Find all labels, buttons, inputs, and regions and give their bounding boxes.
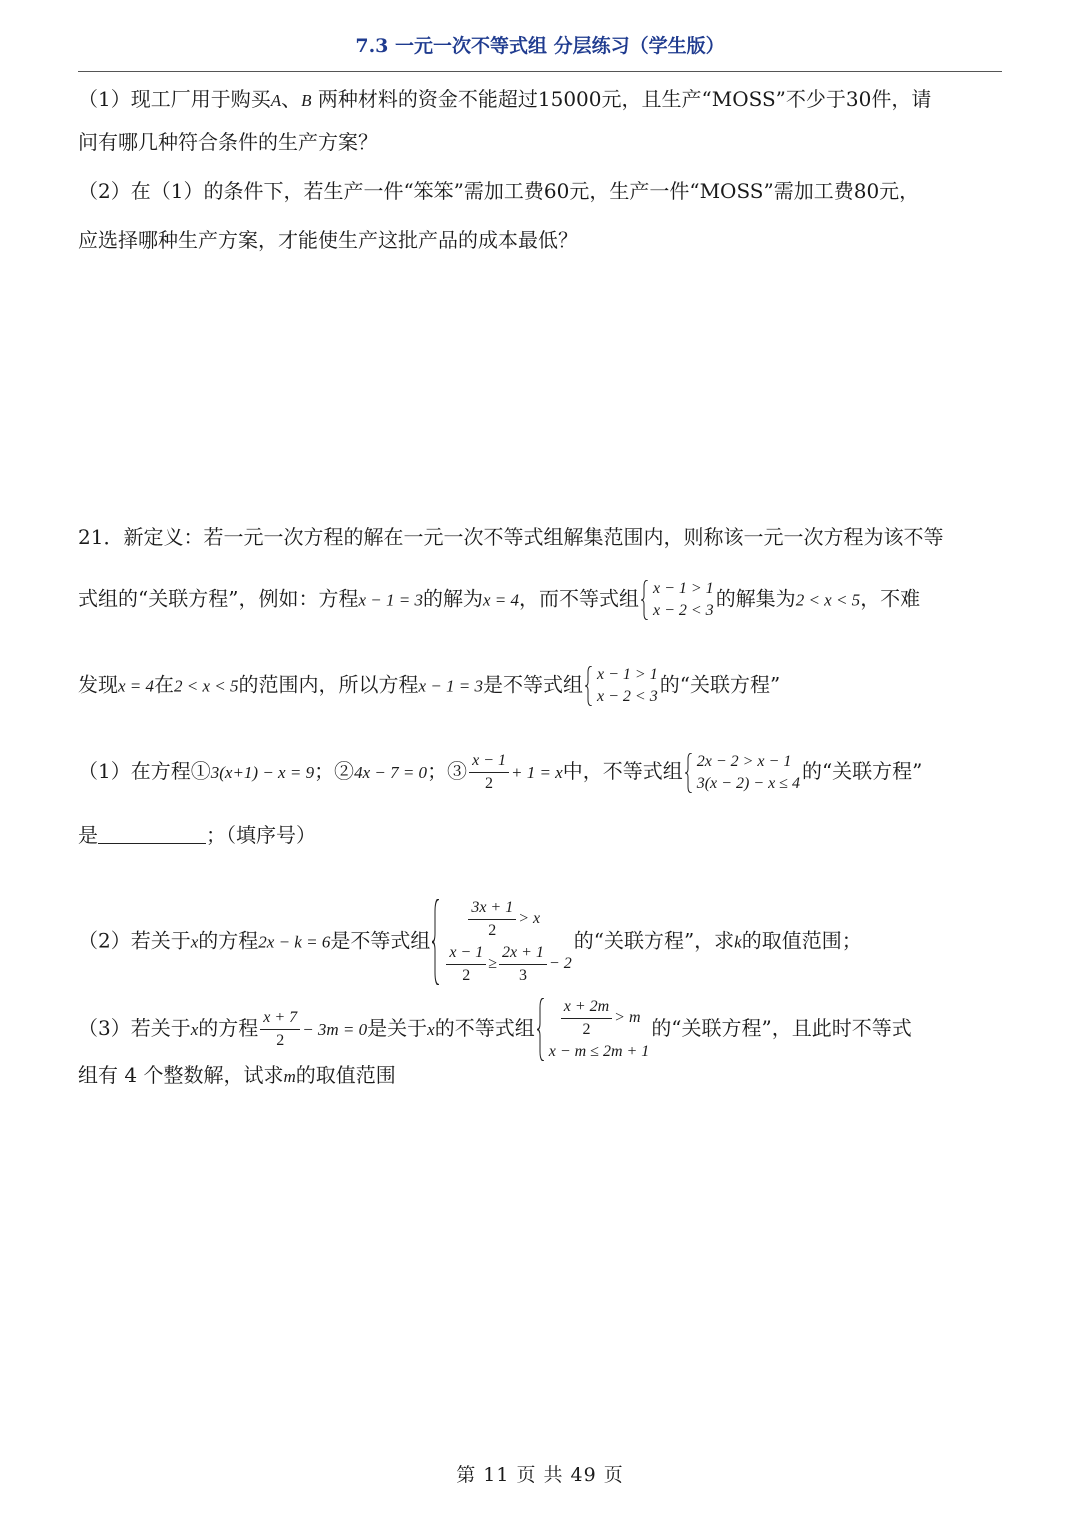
math-equation: 2x − k = 6 [258,932,331,952]
math-range: 2 < x < 5 [795,590,861,610]
q21-part3-line1 [78,996,1004,1063]
text: 是不等式组 [330,928,431,953]
page-title: 7.3 一元一次不等式组 分层练习（学生版） [355,35,725,57]
math-equation: 3(x+1) − x = 9 [210,763,315,782]
page-number: 第 11 页 共 49 页 [456,1464,624,1486]
fraction-numerator: 2x + 1 [499,942,547,965]
answer-blank[interactable] [98,823,206,844]
math-equation: − 3m = 0 [302,1020,368,1039]
text: ；（填序号） [206,823,316,847]
brace-icon [432,899,440,985]
text: 在 [154,672,175,697]
q20-part2-line1: （2）在（1）的条件下，若生产一件“笨笨”需加工费60元，生产一件“MOSS”需加工费80元， [78,179,920,203]
inequality-system [585,664,658,708]
text: （3）若关于 [78,1016,191,1040]
fraction [469,750,509,795]
system-row: 2x − 2 > x − 1 [696,752,792,770]
text: 两种材料的资金不能超过15000元，且生产“MOSS”不少于30件，请 [311,87,932,111]
q21-intro-line1: 21．新定义：若一元一次方程的解在一元一次不等式组解集范围内，则称该一元一次方程为该不等 [78,525,944,549]
math-text: > m [614,1009,641,1027]
text: 是 [78,823,98,847]
math-text: ≥ [488,955,498,973]
system-row [549,996,650,1041]
inequality-system [432,897,571,987]
q21-part3-line2 [78,1060,1004,1092]
system-row: x − 2 < 3 [597,688,658,705]
q21-part2-line [78,897,1004,987]
var-x: x [427,1020,435,1039]
fraction-denominator: 2 [485,775,494,792]
text: 式组的“关联方程”，例如：方程 [78,586,359,611]
text: 的取值范围； [741,928,862,953]
fraction-denominator: 2 [488,922,497,939]
math-text: − 2 [548,955,572,973]
var-a: A [270,91,282,110]
q21-intro-line3 [78,664,1004,708]
q21-part1-line2 [78,820,1004,850]
fraction-numerator: x + 2m [561,996,612,1019]
var-x: x [190,932,199,952]
text: 发现 [78,672,118,697]
text: （2）若关于 [78,928,191,953]
text: ；③ [427,759,468,783]
math-equation: x − 1 = 3 [418,676,484,696]
text: （1）在方程① [78,759,211,783]
inequality-system [537,996,650,1063]
math-solution: x = 4 [482,590,519,610]
q20-part1-line2: 问有哪几种符合条件的生产方案？ [78,130,378,154]
q21-intro-line2 [78,578,1004,622]
fraction [499,942,547,987]
fraction-numerator: x − 1 [446,942,486,965]
fraction-denominator: 2 [462,967,471,984]
text: 中，不等式组 [562,759,683,783]
system-row: x − m ≤ 2m + 1 [548,1043,650,1060]
system-row: x − 2 < 3 [652,602,714,619]
text: 的“关联方程”，求 [573,928,735,953]
fraction-denominator: 2 [582,1021,591,1038]
fraction-numerator: x − 1 [469,750,509,773]
system-row: 3(x − 2) − x ≤ 4 [696,774,800,792]
text: 的解为 [422,586,483,611]
var-m: m [283,1067,296,1086]
math-equation: x − 1 = 3 [358,590,423,610]
page-header [78,30,1002,72]
text: 是不等式组 [483,672,584,697]
math-text: > x [518,910,541,928]
fraction-denominator: 2 [276,1032,285,1049]
fraction-numerator: 3x + 1 [468,897,516,920]
brace-icon [585,666,593,706]
q20-part1-line1 [78,84,1004,116]
system-row [444,942,571,987]
text: ，不难 [860,586,921,611]
text: 的“关联方程”，且此时不等式 [651,1016,912,1040]
text: 的“关联方程” [659,672,781,697]
text: ；② [314,759,355,783]
fraction [468,897,516,942]
system-row: x − 1 > 1 [597,666,658,683]
text: （1）现工厂用于购买 [78,87,271,111]
inequality-system [641,578,714,622]
fraction [260,1007,300,1052]
text: 的取值范围 [295,1063,396,1087]
q21-part1-line1 [78,750,1004,795]
text: 、 [281,87,302,111]
text: ，而不等式组 [518,586,639,611]
fraction [561,996,612,1041]
brace-icon [641,580,649,620]
system-row [444,897,571,942]
text: 的“关联方程” [801,759,923,783]
math-solution: x = 4 [118,676,155,696]
brace-icon [685,753,693,793]
var-b: B [301,91,312,110]
brace-icon [537,998,545,1061]
fraction [446,942,486,987]
text: 的方程 [198,1016,259,1040]
text: 的不等式组 [434,1016,535,1040]
text: 的范围内，所以方程 [238,672,419,697]
q20-part2-line2: 应选择哪种生产方案，才能使生产这批产品的成本最低？ [78,228,578,252]
math-equation: + 1 = x [510,763,563,782]
text: 组有 4 个整数解，试求 [78,1063,284,1087]
text: 的解集为 [715,586,796,611]
system-row: x − 1 > 1 [652,580,714,597]
fraction-numerator: x + 7 [260,1007,300,1030]
math-range: 2 < x < 5 [174,676,239,696]
inequality-system [685,751,800,795]
var-x: x [190,1020,199,1039]
text: 的方程 [198,928,259,953]
math-equation: 4x − 7 = 0 [354,763,428,782]
text: 是关于 [367,1016,428,1040]
fraction-denominator: 3 [518,967,527,984]
var-k: k [734,932,742,952]
